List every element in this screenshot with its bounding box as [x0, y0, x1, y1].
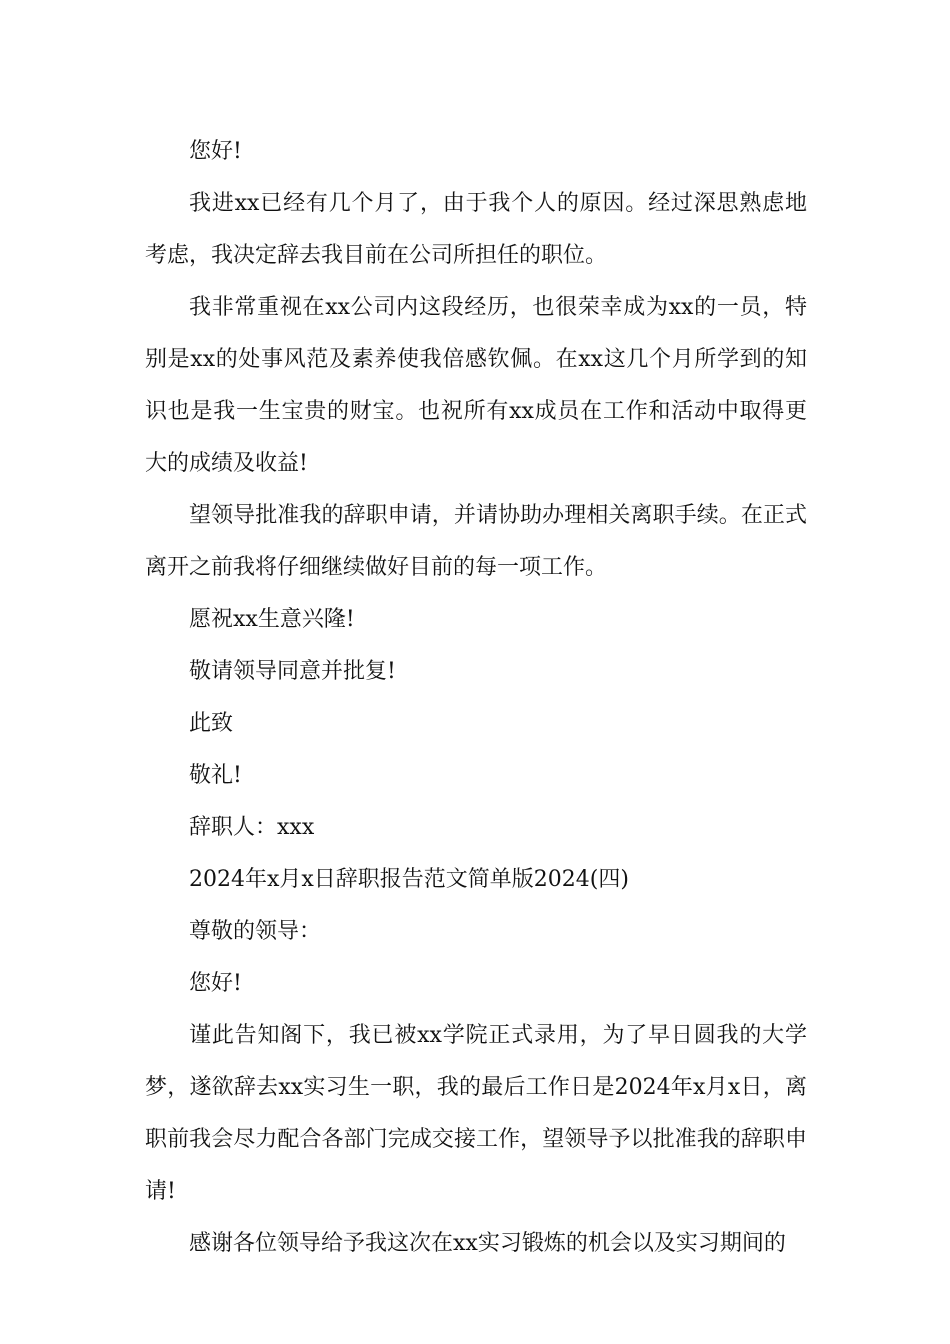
body-paragraph: 我非常重视在xx公司内这段经历，也很荣幸成为xx的一员，特别是xx的处事风范及素养使我倍感钦佩。在xx这几个月所学到的知识也是我一生宝贵的财宝。也祝所有xx成员在工作和活动中取得更大的成绩及收益! [145, 295, 807, 476]
body-paragraph: 望领导批准我的辞职申请，并请协助办理相关离职手续。在正式离开之前我将仔细继续做好目前的每一项工作。 [145, 503, 807, 580]
closing-request: 敬请领导同意并批复! [189, 659, 396, 684]
signature-line: 辞职人：xxx [189, 815, 315, 840]
closing-wish: 愿祝xx生意兴隆! [189, 607, 355, 632]
closing-salutation: 此致 [189, 711, 234, 736]
greeting-paragraph: 您好! [189, 139, 242, 164]
document-body [145, 126, 807, 1270]
closing-regards: 敬礼! [189, 763, 242, 788]
body-paragraph: 感谢各位领导给予我这次在xx实习锻炼的机会以及实习期间的 [189, 1231, 786, 1256]
body-paragraph: 我进xx已经有几个月了，由于我个人的原因。经过深思熟虑地考虑，我决定辞去我目前在公司所担任的职位。 [145, 191, 807, 268]
body-paragraph: 谨此告知阁下，我已被xx学院正式录用，为了早日圆我的大学梦，遂欲辞去xx实习生一职，我的最后工作日是2024年x月x日，离职前我会尽力配合各部门完成交接工作，望领导予以批准我的辞职申请! [145, 1023, 807, 1204]
greeting-paragraph: 您好! [189, 971, 242, 996]
date-and-section-title: 2024年x月x日辞职报告范文简单版2024(四) [189, 867, 629, 892]
salutation: 尊敬的领导： [189, 919, 322, 944]
